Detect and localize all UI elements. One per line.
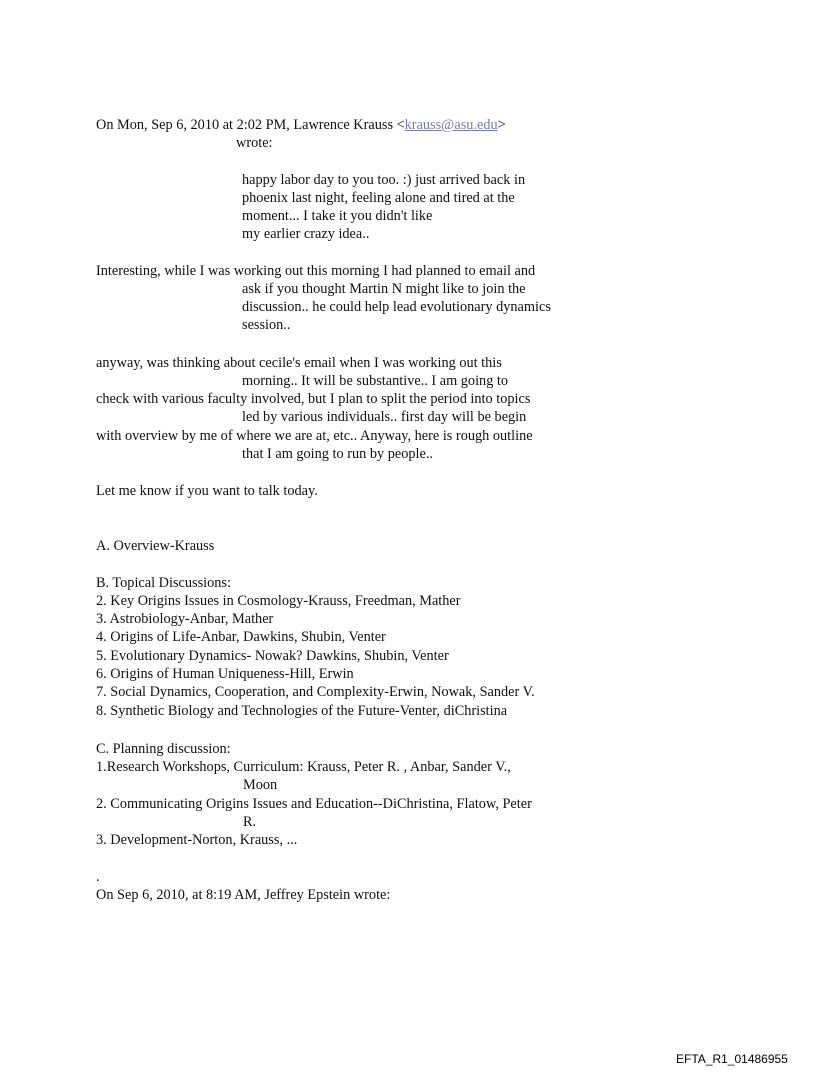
list-item: 5. Evolutionary Dynamics- Nowak? Dawkins, Shubin, Venter: [96, 648, 449, 664]
paragraph-line: with overview by me of where we are at, etc.. Anyway, here is rough outline: [96, 428, 533, 444]
list-item: 3. Astrobiology-Anbar, Mather: [96, 611, 274, 627]
list-item: 4. Origins of Life-Anbar, Dawkins, Shubin, Venter: [96, 629, 386, 645]
header-wrote: wrote:: [236, 135, 273, 151]
list-item: 2. Key Origins Issues in Cosmology-Krauss, Freedman, Mather: [96, 593, 461, 609]
document-id: EFTA_R1_01486955: [676, 1052, 788, 1066]
closing-header: On Sep 6, 2010, at 8:19 AM, Jeffrey Epstein wrote:: [96, 887, 391, 903]
list-item: 8. Synthetic Biology and Technologies of the Future-Venter, diChristina: [96, 703, 508, 719]
list-item-continuation: R.: [243, 814, 257, 830]
reply-header: [96, 116, 506, 134]
talk-line: Let me know if you want to talk today.: [96, 483, 318, 499]
quoted-line: phoenix last night, feeling alone and tired at the: [242, 190, 515, 206]
list-item: 6. Origins of Human Uniqueness-Hill, Erwin: [96, 666, 354, 682]
header-suffix: >: [497, 117, 506, 133]
list-item: 7. Social Dynamics, Cooperation, and Complexity-Erwin, Nowak, Sander V.: [96, 684, 535, 700]
paragraph-line: morning.. It will be substantive.. I am going to: [242, 373, 509, 389]
paragraph-line: that I am going to run by people..: [242, 446, 433, 462]
list-item: 2. Communicating Origins Issues and Education--DiChristina, Flatow, Peter: [96, 796, 532, 812]
paragraph-line: session..: [242, 317, 291, 333]
list-item-continuation: Moon: [243, 777, 278, 793]
paragraph-line: Interesting, while I was working out this morning I had planned to email and: [96, 263, 536, 279]
list-item: 1.Research Workshops, Curriculum: Krauss, Peter R. , Anbar, Sander V.,: [96, 759, 511, 775]
quoted-line: moment... I take it you didn't like: [242, 208, 433, 224]
section-a: A. Overview-Krauss: [96, 538, 215, 554]
paragraph-line: anyway, was thinking about cecile's email when I was working out this: [96, 355, 502, 371]
section-b-title: B. Topical Discussions:: [96, 575, 231, 591]
separator-dot: .: [96, 869, 100, 885]
paragraph-line: led by various individuals.. first day will be begin: [242, 409, 527, 425]
quoted-line: my earlier crazy idea..: [242, 226, 370, 242]
paragraph-line: ask if you thought Martin N might like to join the: [242, 281, 526, 297]
header-prefix: On Mon, Sep 6, 2010 at 2:02 PM, Lawrence Krauss <: [96, 117, 405, 133]
list-item: 3. Development-Norton, Krauss, ...: [96, 832, 298, 848]
paragraph-line: discussion.. he could help lead evolutionary dynamics: [242, 299, 551, 315]
section-c-title: C. Planning discussion:: [96, 741, 231, 757]
email-link[interactable]: krauss@asu.edu: [404, 117, 498, 133]
quoted-line: happy labor day to you too. :) just arrived back in: [242, 172, 526, 188]
paragraph-line: check with various faculty involved, but I plan to split the period into topics: [96, 391, 531, 407]
